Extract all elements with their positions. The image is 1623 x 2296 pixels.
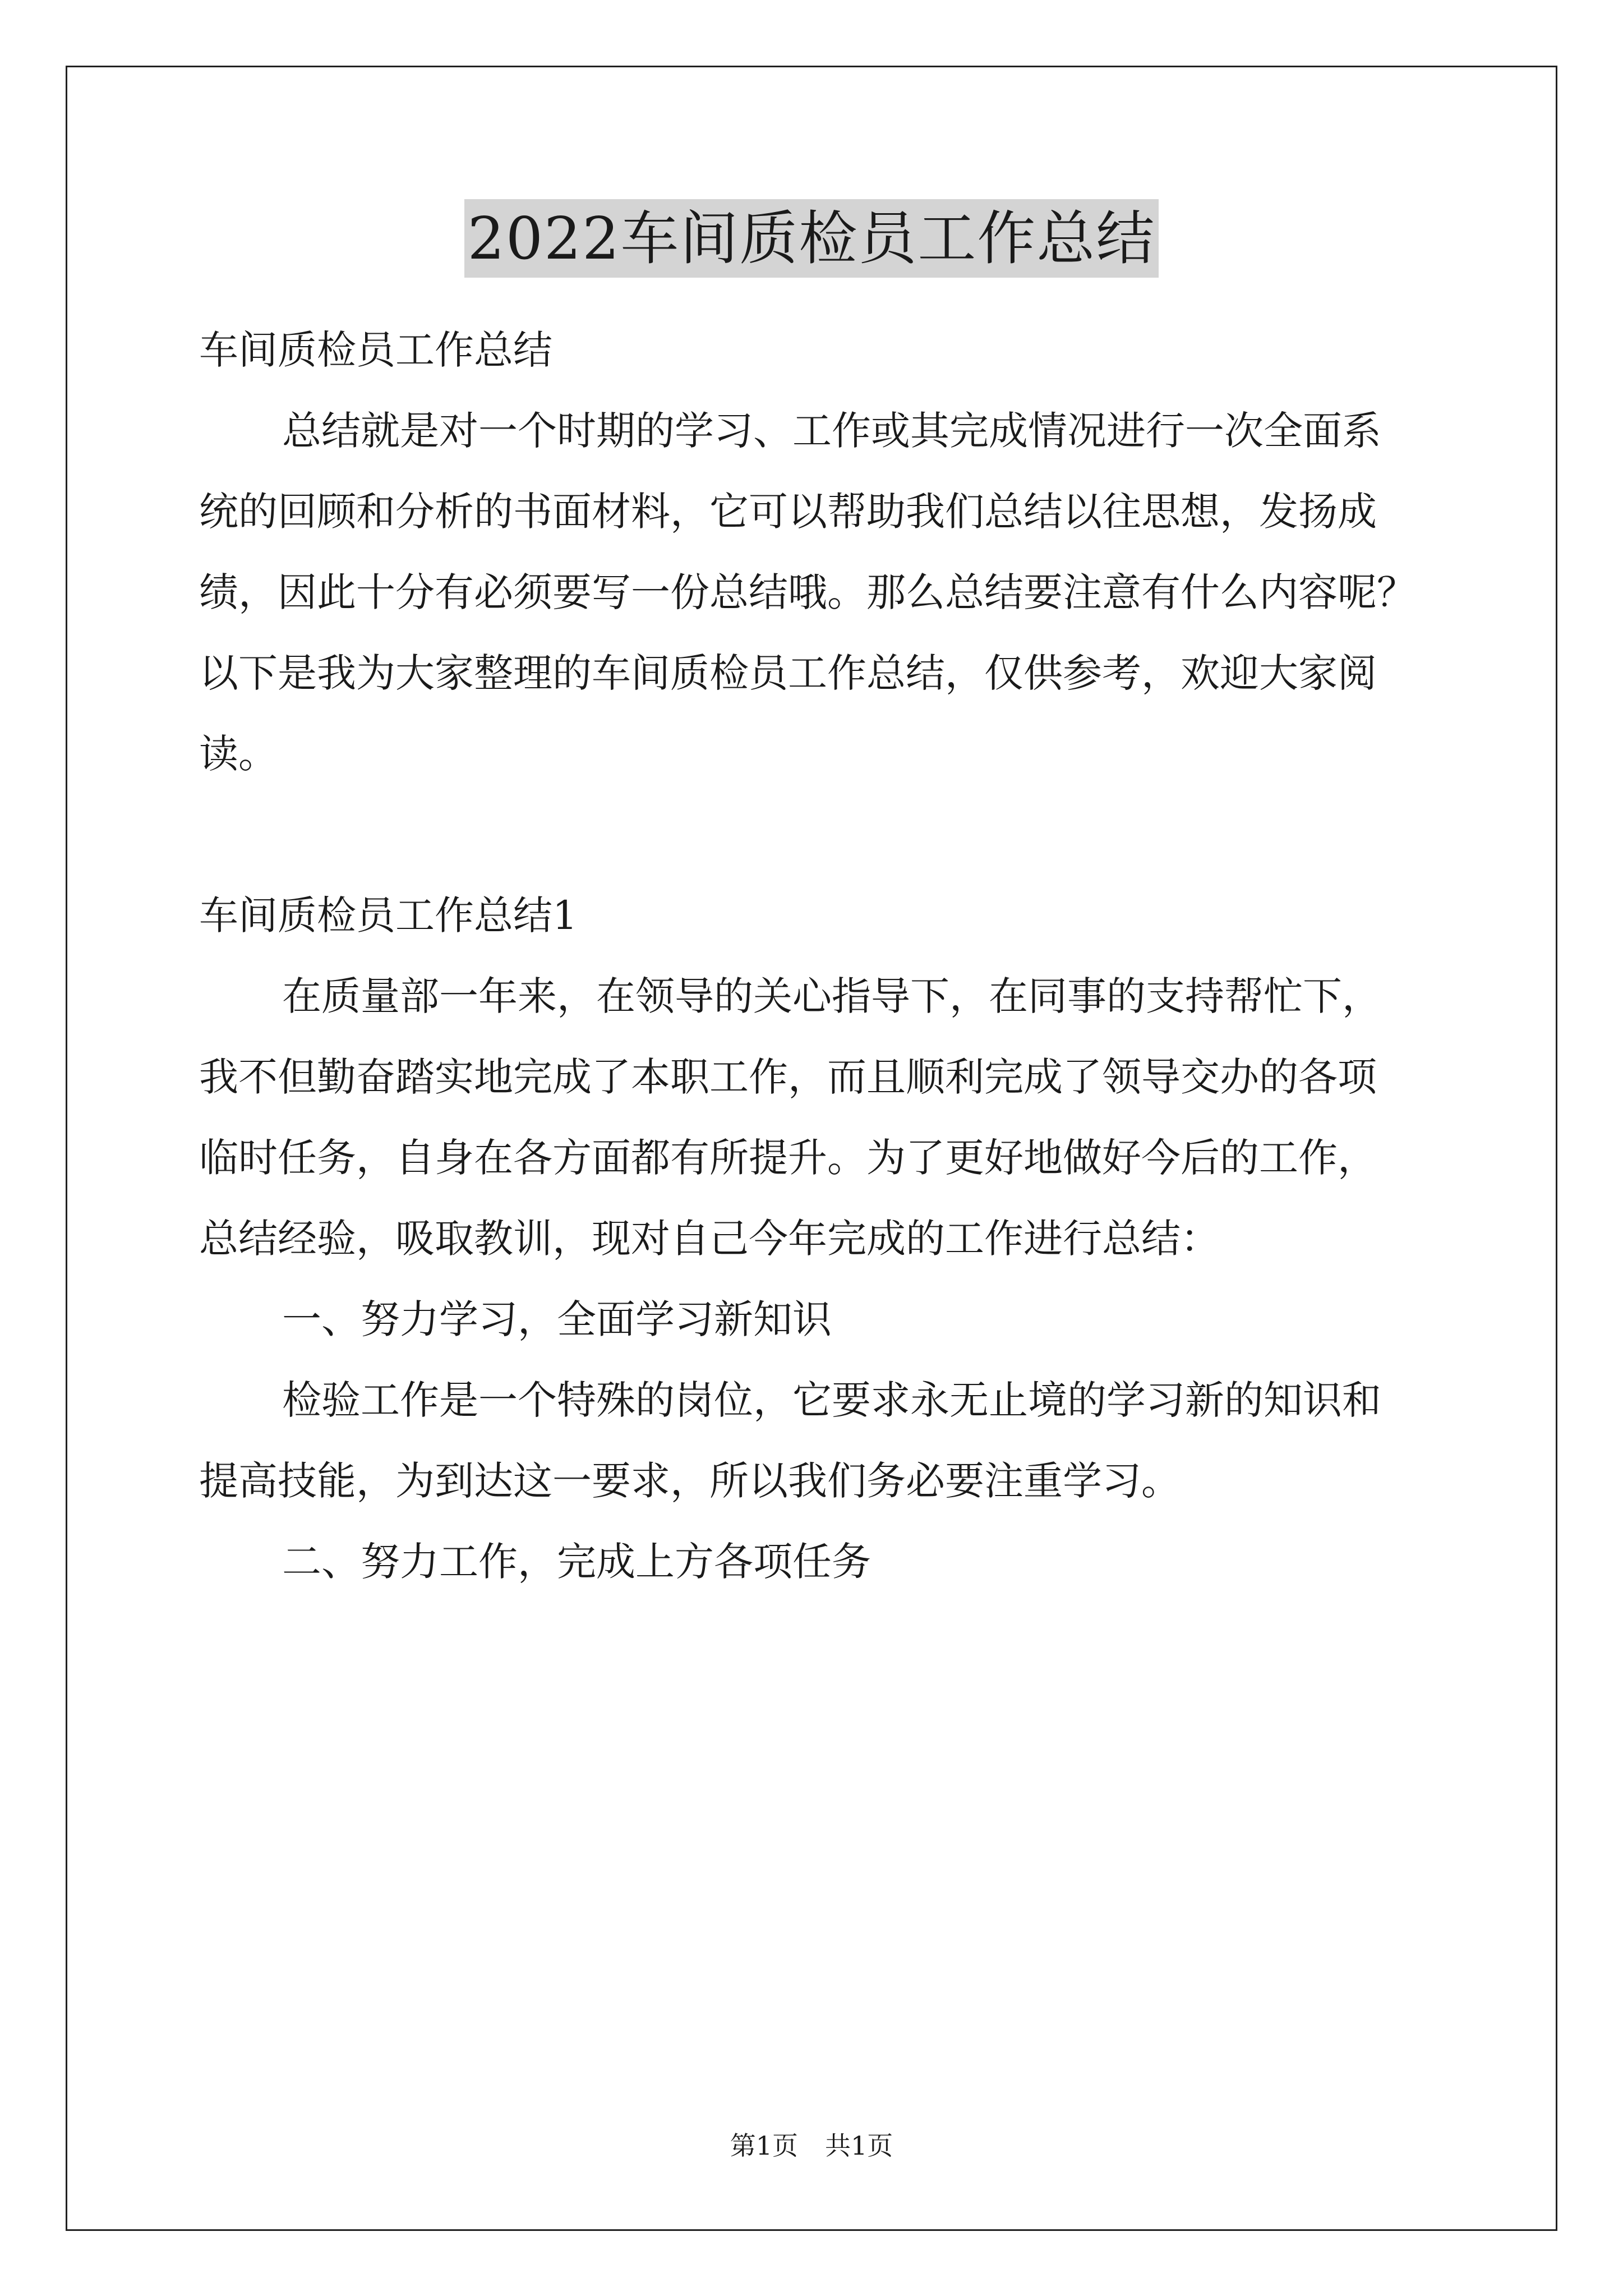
point2-heading: 二、努力工作，完成上方各项任务 <box>282 1539 871 1585</box>
point1-line: 提高技能，为到达这一要求，所以我们务必要注重学习。 <box>199 1458 1181 1504</box>
paragraph-spacer <box>199 794 1433 875</box>
page-footer <box>0 2129 1623 2162</box>
page-current: 第1页 <box>730 2131 798 2161</box>
page-total: 共1页 <box>825 2131 893 2161</box>
intro-line: 读。 <box>199 731 278 777</box>
intro-line: 绩，因此十分有必须要写一份总结哦。那么总结要注意有什么内容呢？ <box>199 569 1416 615</box>
intro-line: 统的回顾和分析的书面材料，它可以帮助我们总结以往思想，发扬成 <box>199 489 1377 535</box>
intro-line: 以下是我为大家整理的车间质检员工作总结，仅供参考，欢迎大家阅 <box>199 650 1377 696</box>
section-heading: 车间质检员工作总结1 <box>199 892 578 938</box>
section-line: 在质量部一年来，在领导的关心指导下，在同事的支持帮忙下， <box>282 973 1381 1019</box>
section-line: 总结经验，吸取教训，现对自己今年完成的工作进行总结： <box>199 1216 1220 1262</box>
point1-heading: 一、努力学习，全面学习新知识 <box>282 1296 832 1342</box>
intro-line: 总结就是对一个时期的学习、工作或其完成情况进行一次全面系 <box>282 408 1381 454</box>
document-body <box>199 310 1433 1602</box>
document-subtitle: 车间质检员工作总结 <box>199 327 552 373</box>
point1-line: 检验工作是一个特殊的岗位，它要求永无止境的学习新的知识和 <box>282 1377 1381 1423</box>
title-container <box>0 199 1623 278</box>
section-line: 我不但勤奋踏实地完成了本职工作，而且顺利完成了领导交办的各项 <box>199 1054 1377 1100</box>
section-line: 临时任务，自身在各方面都有所提升。为了更好地做好今后的工作， <box>199 1135 1377 1181</box>
document-title: 2022车间质检员工作总结 <box>464 199 1159 278</box>
